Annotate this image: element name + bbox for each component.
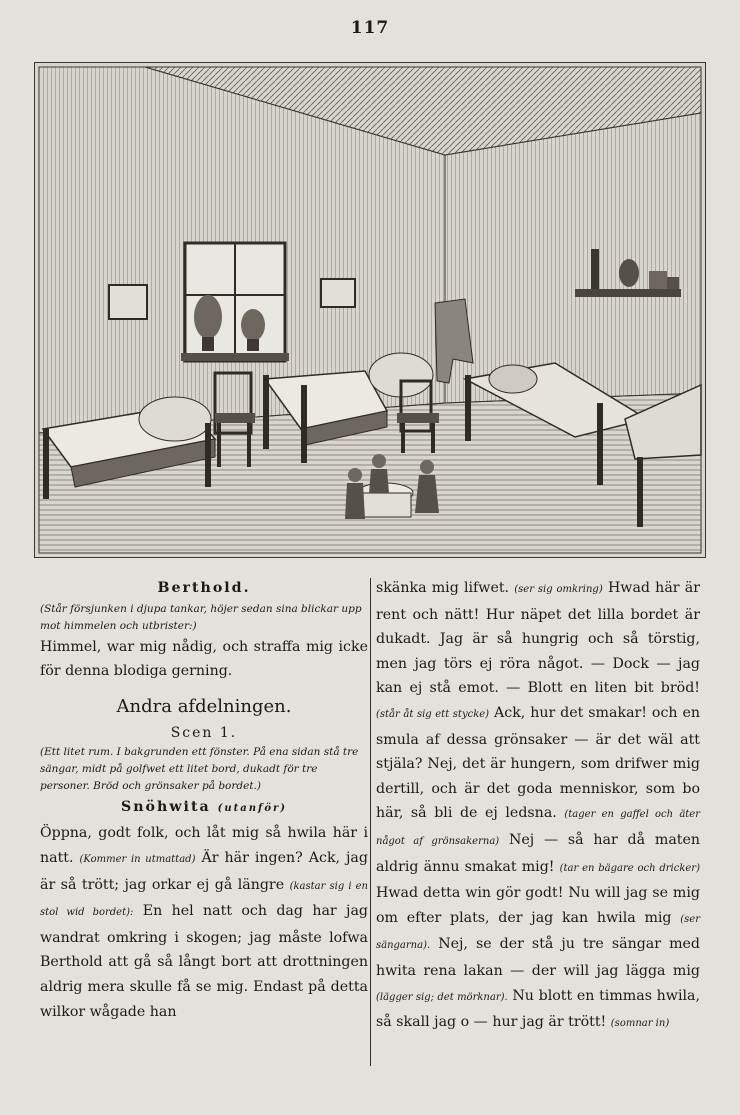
stage-direction: (står åt sig ett stycke) [376,708,490,720]
stage-direction: (Kommer in utmattad) [79,853,196,865]
dialogue-line: Himmel, war mig nådig, och straffa mig icke för denna blodiga gerning. [40,638,368,680]
dialogue-text: En hel natt och dag har jag wandrat omkring i skogen; jag måste lofwa Berthold att gå så långt bort att drottningen aldrig mera skulle få se mig. Endast på detta wilkor wågade han [40,903,368,1020]
dialogue-text: Nej — så har då maten aldrig ännu smakat mig! [376,831,701,875]
scene-label: Scen 1. [170,724,238,741]
dialogue-text: Öppna, godt folk, och låt mig så hwila här i natt. [40,825,368,866]
left-column [40,576,368,1024]
speaker-snowwhite [40,795,368,822]
speaker-berthold: Berthold. [157,580,251,596]
stage-direction: (ser sängarna). [376,913,700,952]
dialogue-text: skänka mig lifwet. [376,580,510,596]
stage-direction: (tager en gaffel och äter något af grönsakerna) [376,809,701,847]
stage-direction: (Ett litet rum. I bakgrunden ett fönster. På ena sidan stå tre sängar, midt på golfwet ett litet bord, dukadt för tre personer. Bröd och grönsaker på bordet.) [40,745,359,792]
section-title: Andra afdelningen. [116,695,292,717]
column-divider [370,578,371,1066]
stage-direction: (kastar sig i en stol wid bordet): [40,880,368,919]
page-number: 117 [350,18,390,38]
wall-picture [321,279,355,307]
dialogue-paragraph [376,576,700,1037]
room-engraving [35,63,705,557]
right-column [376,576,700,1037]
dialogue-text: Hwad detta win gör godt! Nu will jag se mig om efter plats, der jag kan hwila mig [376,885,700,926]
dialogue-text: Ack, hur det smakar! och en smula af dessa grönsaker — är det wäl att stjäla? Nej, det är hungern, som drifwer mig dertill, och är det goda menniskor, som bo här, så bli de ej ledsna. [376,704,700,822]
speaker-note: (utanför) [217,802,287,814]
dialogue-text: Nu blott en timmas hwila, så skall jag o — hur jag är trött! [376,987,700,1031]
stage-direction: (somnar in) [610,1018,670,1030]
window [181,243,289,361]
room-illustration [34,62,706,558]
dialogue-text: Nej, se der stå ju tre sängar med hwita rena lakan — der will jag lägga mig [376,936,700,979]
wall-picture [109,285,147,319]
stage-direction: (Står försjunken i djupa tankar, höjer sedan sina blickar upp mot himmelen och utbrister:) [40,602,362,632]
right-wall [445,113,701,403]
stage-direction: (ser sig omkring) [514,584,603,595]
stage-direction: (tar en bägare och dricker) [559,862,700,874]
dialogue-paragraph [40,821,368,1024]
dialogue-text: Hwad här är rent och nätt! Hur näpet det lilla bordet är dukadt. Jag är så hungrig och så törstig, men jag törs ej röra något. — Dock — jag kan ej stå emot. — Blott en liten bit bröd! [376,580,700,697]
stage-direction: (lägger sig; det mörknar). [376,991,508,1003]
speaker-name: Snöhwita [121,798,211,815]
dialogue-text: Är här ingen? Ack, jag är så trött; jag orkar ej gå längre [40,849,368,893]
